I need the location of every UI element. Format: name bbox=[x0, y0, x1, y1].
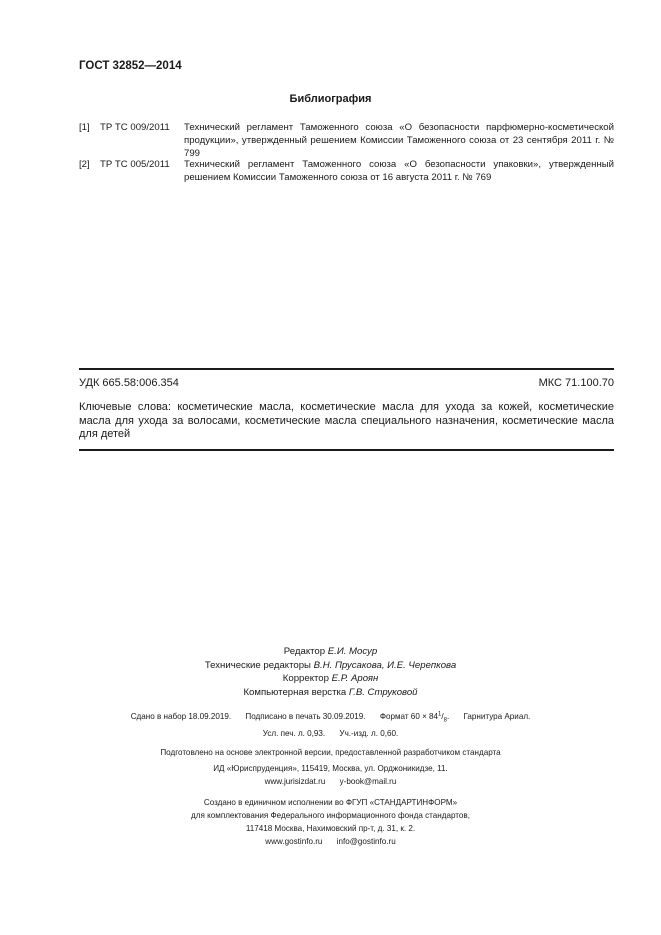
bibliography-title: Библиография bbox=[289, 93, 372, 105]
entry-code: ТР ТС 009/2011 bbox=[100, 122, 170, 133]
mks-code: МКС 71.100.70 bbox=[538, 377, 614, 389]
entry-text: Технический регламент Таможенного союза «О безопасности парфюмерно-косметической продукции», утвержденный решением Комиссии Таможенного союза от 23 сентября 2011 г. № 799 bbox=[184, 122, 614, 159]
prepared-note: Подготовлено на основе электронной версии, предоставленной разработчиком стандарта bbox=[160, 748, 501, 758]
credits-block bbox=[0, 645, 661, 699]
tech-editors-line: Технические редакторы В.Н. Прусакова, И.Е. Черепкова bbox=[204, 659, 457, 671]
publisher-site-link[interactable]: www.jurisizdat.ru bbox=[264, 777, 326, 786]
editor-line: Редактор Е.И. Мосур bbox=[283, 646, 378, 657]
creator-contacts bbox=[0, 835, 661, 848]
entry-number: [1] bbox=[79, 122, 90, 133]
bibliography-entry bbox=[79, 121, 614, 161]
corrector-name: Е.Р. Ароян bbox=[331, 673, 379, 684]
editor-name: Е.И. Мосур bbox=[327, 646, 378, 657]
keywords: Ключевые слова: косметические масла, косметические масла для ухода за кожей, косметические масла для ухода за волосами, косметические масла специального назначения, косметические масла для детей bbox=[79, 401, 614, 440]
sheets-line bbox=[0, 727, 661, 740]
entry-number: [2] bbox=[79, 159, 90, 170]
bibliography-entry bbox=[79, 158, 614, 186]
print-sheets: Усл. печ. л. 0,93. bbox=[262, 729, 326, 739]
top-divider bbox=[79, 368, 614, 370]
layout-name: Г.В. Струковой bbox=[348, 686, 418, 698]
creator-block bbox=[0, 796, 661, 848]
standard-number: ГОСТ 32852—2014 bbox=[79, 60, 182, 72]
entry-text: Технический регламент Таможенного союза «О безопасности упаковки», утвержденный решением Комиссии Таможенного союза от 16 августа 2011 г. № 769 bbox=[184, 159, 614, 183]
layout-line: Компьютерная верстка Г.В. Струковой bbox=[243, 686, 418, 698]
imprint-block bbox=[0, 708, 661, 759]
publisher-block bbox=[0, 762, 661, 788]
edition-sheets: Уч.-изд. л. 0,60. bbox=[339, 729, 399, 739]
created-line-3: 117418 Москва, Нахимовский пр-т, д. 31, к. 2. bbox=[245, 824, 416, 833]
bottom-divider bbox=[79, 449, 614, 451]
entry-code: ТР ТС 005/2011 bbox=[100, 159, 170, 170]
tech-editors-names: В.Н. Прусакова, И.Е. Черепкова bbox=[313, 659, 457, 671]
print-date: Подписано в печать 30.09.2019. bbox=[245, 711, 366, 721]
gostinfo-site-link[interactable]: www.gostinfo.ru bbox=[265, 837, 323, 846]
created-line-2: для комплектования Федерального информационного фонда стандартов, bbox=[191, 811, 470, 820]
set-date: Сдано в набор 18.09.2019. bbox=[130, 711, 232, 721]
corrector-line: Корректор Е.Р. Ароян bbox=[282, 673, 379, 684]
imprint-line bbox=[0, 708, 661, 727]
publisher-contacts bbox=[0, 775, 661, 788]
format: Формат $60 \times 84^1/_8$. bbox=[379, 711, 450, 724]
classification-row bbox=[79, 377, 614, 389]
gostinfo-email-link[interactable]: info@gostinfo.ru bbox=[336, 837, 396, 846]
publisher-address: ИД «Юриспруденция», 115419, Москва, ул. Орджоникидзе, 11. bbox=[213, 764, 448, 773]
created-line-1: Создано в единичном исполнении во ФГУП «СТАНДАРТИНФОРМ» bbox=[203, 798, 458, 807]
publisher-email-link[interactable]: y-book@mail.ru bbox=[339, 777, 397, 786]
typeface: Гарнитура Ариал. bbox=[463, 711, 531, 721]
udk-code: УДК 665.58:006.354 bbox=[79, 377, 179, 389]
